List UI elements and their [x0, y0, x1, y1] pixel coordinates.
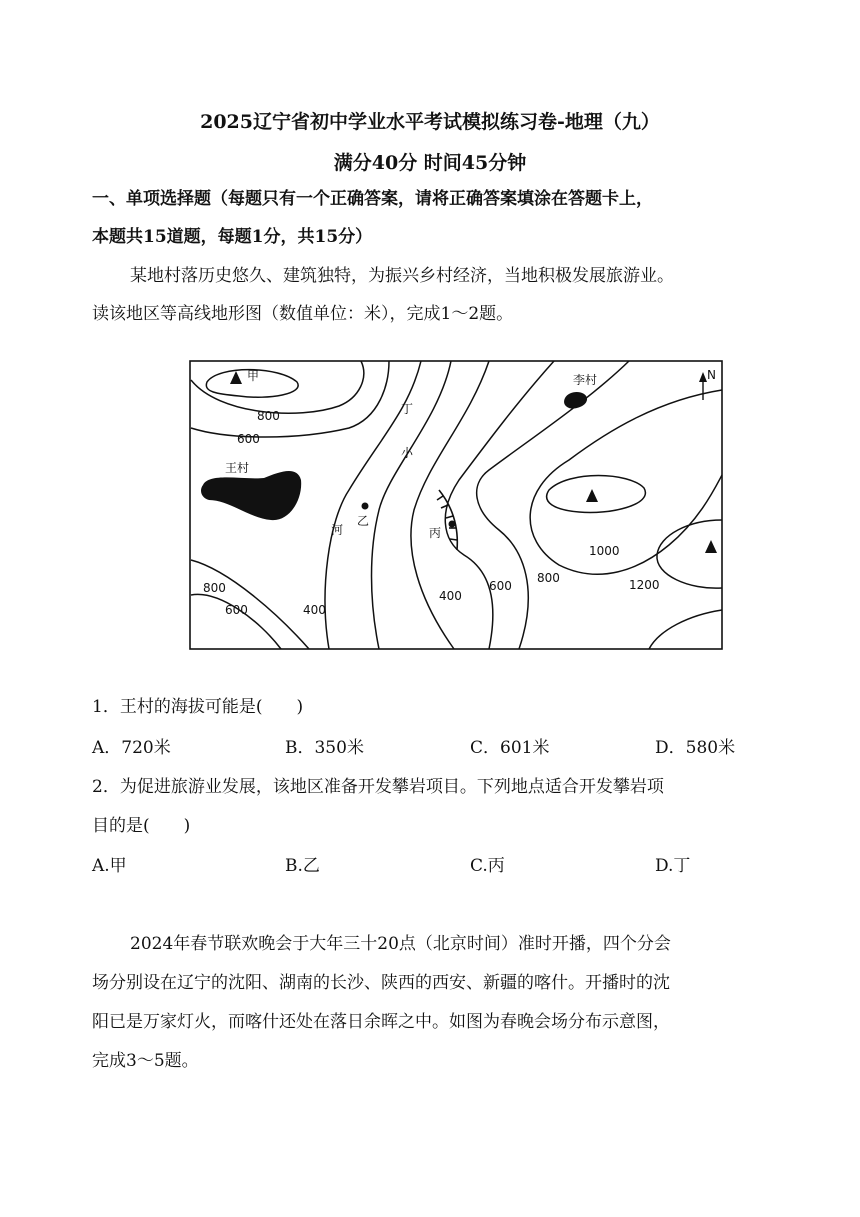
contour-label-600: 600: [489, 579, 512, 593]
question-2-option-a[interactable]: A.甲: [92, 856, 127, 876]
question-2-stem-line1: 2．为促进旅游业发展，该地区准备开发攀岩项目。下列地点适合开发攀岩项: [92, 777, 664, 797]
label-jia: 甲: [247, 369, 260, 383]
question-1-option-c[interactable]: C．601米: [470, 738, 550, 758]
contour-label-400: 400: [439, 589, 462, 603]
contour-label-1200: 1200: [629, 578, 660, 592]
contour-label-800: 800: [537, 571, 560, 585]
contour-label-800: 800: [203, 581, 226, 595]
intro1-line2: 读该地区等高线地形图（数值单位：米），完成1～2题。: [92, 304, 514, 324]
question-1-option-d[interactable]: D．580米: [655, 738, 736, 758]
point-bing-marker: [449, 521, 456, 528]
intro2-line4: 完成3～5题。: [92, 1051, 199, 1071]
contour-label-600: 600: [225, 603, 248, 617]
intro2-line2: 场分别设在辽宁的沈阳、湖南的长沙、陕西的西安、新疆的喀什。开播时的沈: [92, 973, 670, 993]
question-2-option-c[interactable]: C.丙: [470, 856, 505, 876]
label-bing: 丙: [429, 526, 442, 540]
question-2-option-b[interactable]: B.乙: [285, 856, 320, 876]
label-yi: 乙: [357, 514, 370, 528]
question-1-option-b[interactable]: B．350米: [285, 738, 364, 758]
question-1-stem: 1．王村的海拔可能是( ): [92, 697, 304, 717]
contour-label-800: 800: [257, 409, 280, 423]
intro2-line3: 阳已是万家灯火，而喀什还处在落日余晖之中。如图为春晚会场分布示意图，: [92, 1012, 670, 1032]
contour-label-400: 400: [303, 603, 326, 617]
page-subtitle: 满分40分 时间45分钟: [333, 152, 527, 174]
intro2-line1: 2024年春节联欢晚会于大年三十20点（北京时间）准时开播，四个分会: [130, 934, 671, 954]
intro1-line1: 某地村落历史悠久、建筑独特，为振兴乡村经济，当地积极发展旅游业。: [130, 266, 674, 286]
point-yi-marker: [362, 503, 369, 510]
label-xiao: 小: [401, 446, 414, 460]
label-licun: 李村: [573, 373, 598, 387]
section-heading-line1: 一、单项选择题（每题只有一个正确答案，请将正确答案填涂在答题卡上，: [92, 189, 653, 209]
section-heading-line2: 本题共15道题，每题1分，共15分）: [92, 227, 373, 247]
question-2-stem-line2: 目的是( ): [92, 816, 191, 836]
question-1-option-a[interactable]: A．720米: [92, 738, 171, 758]
contour-map: [189, 360, 723, 650]
contour-label-600: 600: [237, 432, 260, 446]
label-he: 河: [331, 523, 344, 537]
label-ding: 丁: [401, 402, 414, 416]
question-2-option-d[interactable]: D.丁: [655, 856, 691, 876]
page-title: 2025辽宁省初中学业水平考试模拟练习卷-地理（九）: [200, 111, 660, 133]
label-wangcun: 王村: [225, 461, 250, 475]
contour-label-1000: 1000: [589, 544, 620, 558]
north-label: N: [707, 368, 716, 382]
